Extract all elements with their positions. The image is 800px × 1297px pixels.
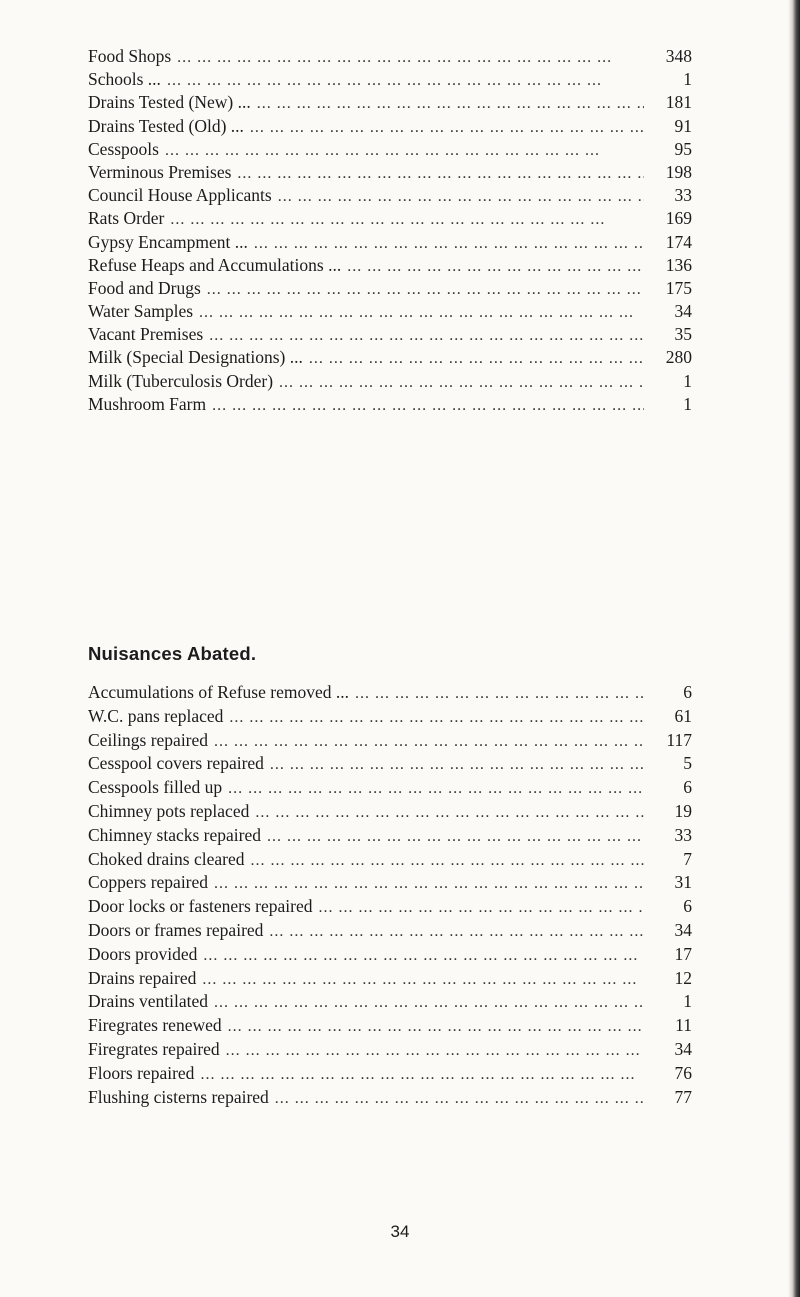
item-value: 280 — [665, 347, 692, 368]
item-value: 181 — [665, 92, 692, 113]
item-value: 169 — [665, 208, 692, 229]
item-label: Mushroom Farm — [88, 393, 207, 414]
item-value: 31 — [674, 872, 692, 893]
list-item — [88, 91, 692, 114]
item-label: Verminous Premises — [88, 161, 232, 182]
dot-leader — [214, 730, 644, 754]
item-label: Cesspools — [88, 138, 159, 159]
list-item — [88, 161, 692, 184]
item-label: W.C. pans replaced — [88, 705, 224, 726]
dot-leader — [255, 801, 644, 825]
item-value: 33 — [674, 185, 692, 206]
dot-leader — [200, 1063, 644, 1087]
item-value: 6 — [683, 777, 692, 798]
dot-leader — [319, 896, 645, 920]
dot-leader — [226, 1039, 644, 1063]
section-heading: Nuisances Abated. — [88, 643, 257, 664]
dot-leader — [275, 1087, 644, 1111]
item-value: 17 — [674, 943, 692, 964]
item-value: 136 — [665, 254, 692, 275]
list-item — [88, 1038, 692, 1062]
list-item — [88, 824, 692, 848]
dot-leader — [250, 849, 644, 873]
dot-leader — [309, 347, 644, 370]
list-item — [88, 990, 692, 1014]
item-value: 198 — [665, 161, 692, 182]
item-label: Chimney stacks repaired — [88, 824, 262, 845]
item-value: 1 — [683, 69, 692, 90]
item-value: 12 — [674, 967, 692, 988]
list-item — [88, 776, 692, 800]
item-value: 34 — [674, 301, 692, 322]
item-label: Drains repaired — [88, 967, 197, 988]
item-value: 1 — [683, 393, 692, 414]
dot-leader — [278, 185, 644, 208]
list-item — [88, 231, 692, 254]
page-number: 34 — [390, 1222, 410, 1241]
item-label: Firegrates renewed — [88, 1015, 222, 1036]
item-label: Refuse Heaps and Accumulations ... — [88, 254, 342, 275]
dot-leader — [165, 139, 644, 162]
dot-leader — [199, 301, 644, 324]
item-label: Coppers repaired — [88, 872, 209, 893]
list-item — [88, 184, 692, 207]
item-value: 348 — [665, 46, 692, 66]
item-label: Drains ventilated — [88, 991, 209, 1012]
dot-leader — [177, 46, 644, 69]
item-label: Drains Tested (Old) ... — [88, 115, 244, 136]
item-value: 19 — [674, 800, 692, 821]
dot-leader — [229, 706, 644, 730]
list-item — [88, 323, 692, 346]
dot-leader — [203, 944, 644, 968]
inspections-list — [88, 45, 692, 416]
list-item — [88, 1086, 692, 1110]
item-label: Drains Tested (New) ... — [88, 92, 251, 113]
list-item — [88, 370, 692, 393]
item-value: 35 — [674, 324, 692, 345]
list-item — [88, 752, 692, 776]
page-edge-shadow — [788, 0, 800, 1297]
list-item — [88, 800, 692, 824]
item-label: Cesspool covers repaired — [88, 753, 264, 774]
item-value: 6 — [683, 682, 692, 702]
list-item — [88, 967, 692, 991]
item-value: 34 — [674, 1038, 692, 1059]
item-value: 1 — [683, 991, 692, 1012]
dot-leader — [209, 324, 644, 347]
list-item — [88, 393, 692, 416]
dot-leader — [214, 991, 644, 1015]
item-label: Milk (Tuberculosis Order) — [88, 370, 274, 391]
list-item — [88, 115, 692, 138]
list-item — [88, 207, 692, 230]
item-value: 34 — [674, 919, 692, 940]
list-item — [88, 346, 692, 369]
dot-leader — [228, 1015, 644, 1039]
item-label: Milk (Special Designations) ... — [88, 347, 303, 368]
item-value: 61 — [674, 705, 692, 726]
item-label: Doors or frames repaired — [88, 919, 264, 940]
list-item — [88, 895, 692, 919]
dot-leader — [202, 968, 644, 992]
item-label: Door locks or fasteners repaired — [88, 896, 313, 917]
list-item — [88, 1014, 692, 1038]
item-label: Ceilings repaired — [88, 729, 209, 750]
dot-leader — [170, 208, 644, 231]
list-item — [88, 68, 692, 91]
list-item — [88, 138, 692, 161]
list-item — [88, 871, 692, 895]
dot-leader — [254, 232, 644, 255]
item-value: 174 — [665, 231, 692, 252]
item-label: Council House Applicants — [88, 185, 272, 206]
item-value: 6 — [683, 896, 692, 917]
list-item — [88, 45, 692, 68]
dot-leader — [355, 682, 644, 706]
item-value: 76 — [674, 1062, 692, 1083]
item-label: Rats Order — [88, 208, 165, 229]
item-value: 95 — [674, 138, 692, 159]
list-item — [88, 848, 692, 872]
item-label: Chimney pots replaced — [88, 800, 250, 821]
item-value: 117 — [666, 729, 692, 750]
dot-leader — [270, 753, 644, 777]
item-label: Cesspools filled up — [88, 777, 223, 798]
list-item — [88, 254, 692, 277]
item-label: Gypsy Encampment ... — [88, 231, 248, 252]
dot-leader — [279, 371, 644, 394]
list-item — [88, 919, 692, 943]
item-label: Firegrates repaired — [88, 1038, 220, 1059]
dot-leader — [207, 278, 644, 301]
item-value: 77 — [674, 1086, 692, 1107]
list-item — [88, 1062, 692, 1086]
dot-leader — [250, 116, 644, 139]
item-value: 33 — [674, 824, 692, 845]
item-label: Food and Drugs — [88, 277, 201, 298]
item-value: 5 — [683, 753, 692, 774]
list-item — [88, 277, 692, 300]
item-label: Flushing cisterns repaired — [88, 1086, 269, 1107]
list-item — [88, 943, 692, 967]
item-value: 1 — [683, 370, 692, 391]
list-item — [88, 705, 692, 729]
dot-leader — [167, 69, 644, 92]
dot-leader — [267, 825, 644, 849]
item-label: Doors provided — [88, 943, 198, 964]
dot-leader — [212, 394, 644, 417]
dot-leader — [214, 872, 644, 896]
item-value: 11 — [675, 1015, 692, 1036]
item-label: Vacant Premises — [88, 324, 204, 345]
dot-leader — [347, 255, 644, 278]
item-value: 175 — [665, 277, 692, 298]
list-item — [88, 729, 692, 753]
item-value: 7 — [683, 848, 692, 869]
item-label: Water Samples — [88, 301, 194, 322]
dot-leader — [228, 777, 644, 801]
item-label: Accumulations of Refuse removed ... — [88, 682, 349, 702]
list-item — [88, 681, 692, 705]
nuisances-list — [88, 681, 692, 1109]
list-item — [88, 300, 692, 323]
item-value: 91 — [674, 115, 692, 136]
item-label: Food Shops — [88, 46, 172, 66]
dot-leader — [269, 920, 644, 944]
dot-leader — [237, 162, 644, 185]
item-label: Schools ... — [88, 69, 161, 90]
item-label: Floors repaired — [88, 1062, 195, 1083]
dot-leader — [257, 92, 644, 115]
item-label: Choked drains cleared — [88, 848, 245, 869]
